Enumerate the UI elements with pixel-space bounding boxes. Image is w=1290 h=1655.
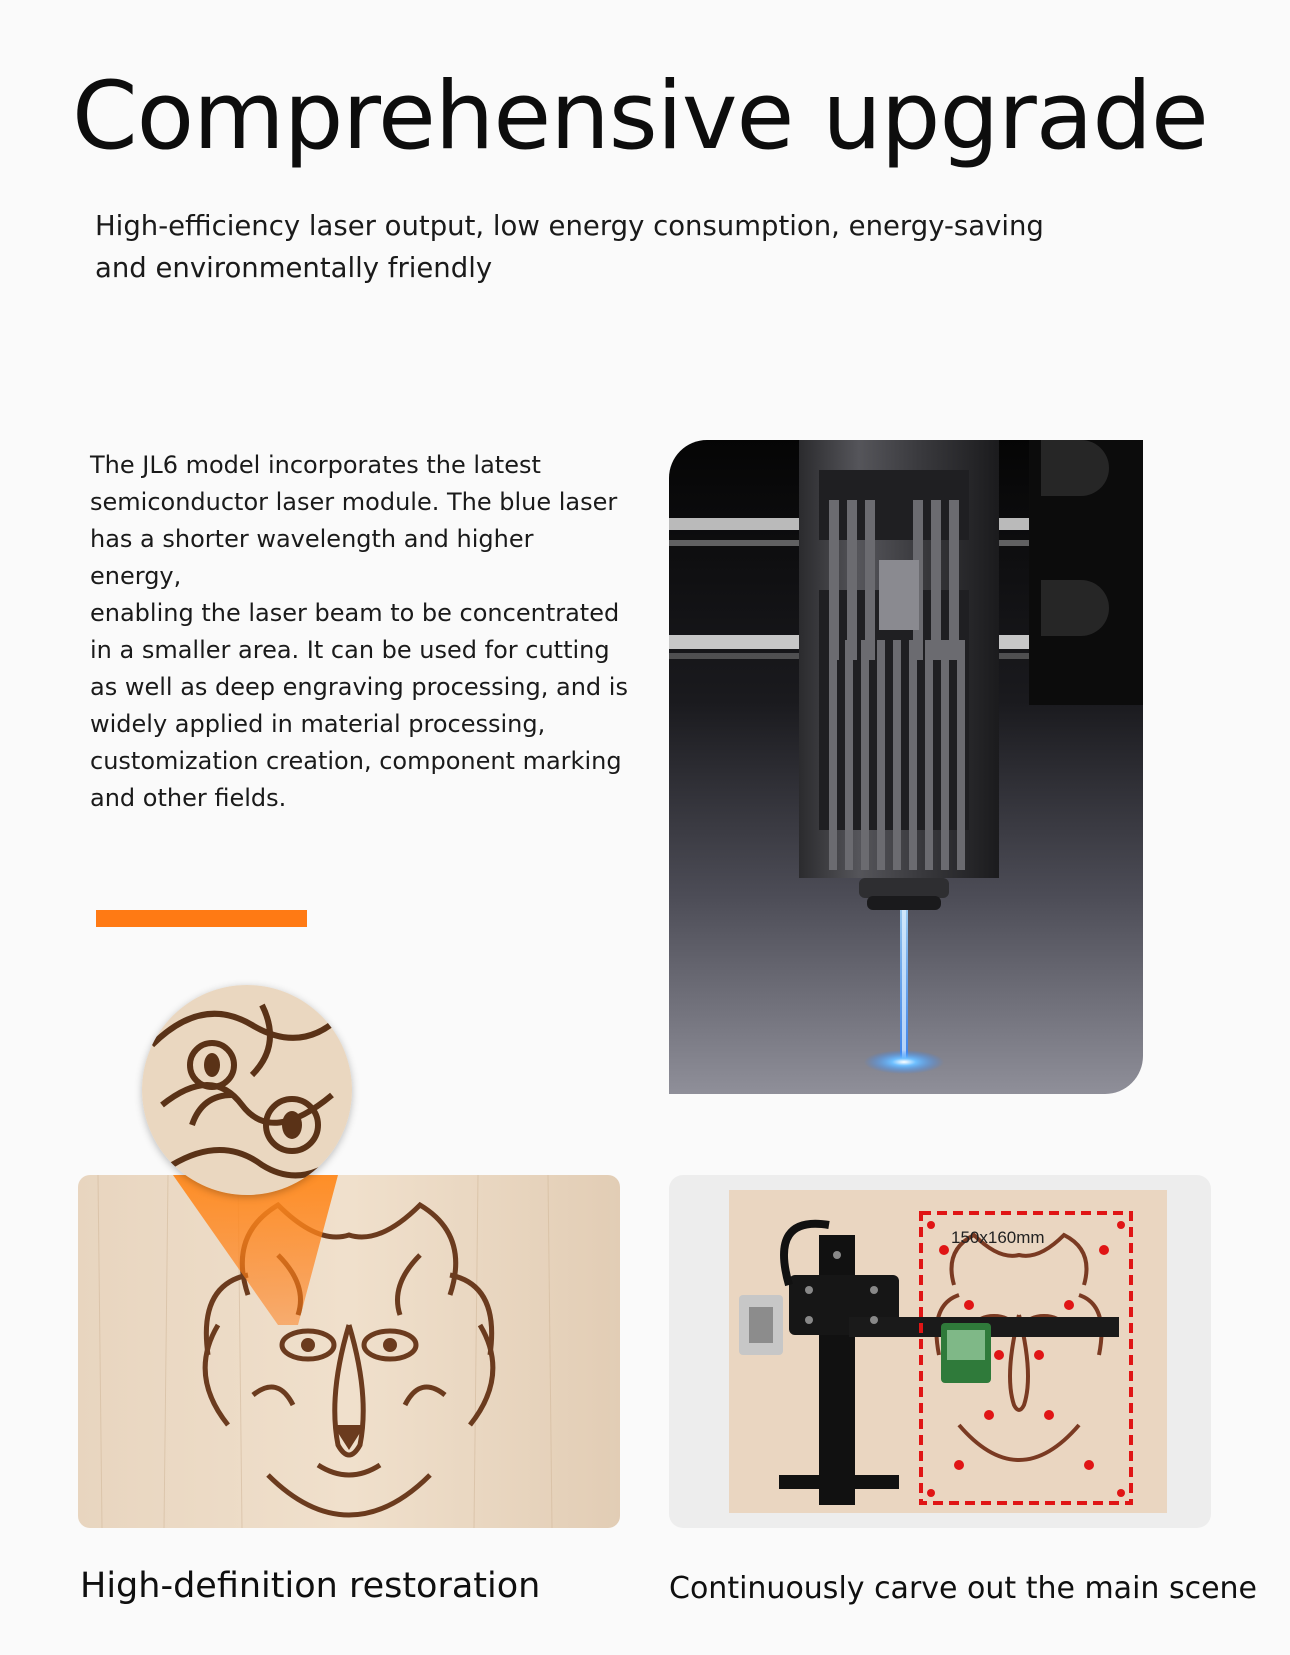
caption-high-definition: High-definition restoration [80, 1566, 541, 1606]
work-area-size-label: 150x160mm [951, 1228, 1045, 1247]
engraving-result-image [78, 1175, 620, 1528]
accent-bar [96, 910, 307, 927]
page-subtitle: High-efficiency laser output, low energy consumption, energy-saving and environmentally friendly [95, 210, 1044, 284]
work-area-image [669, 1175, 1211, 1528]
product-description: The JL6 model incorporates the latest semiconductor laser module. The blue laser has a shorter wavelength and higher energy, enabling the laser beam to be concentrated in a smaller area. It can be used for cutting as well as deep engraving processing, and is widely applied in material processing, customization creation, component marking and other fields. [90, 451, 628, 812]
laser-module-image [669, 440, 1143, 1094]
caption-continuous-carving: Continuously carve out the main scene [669, 1571, 1258, 1606]
engraving-detail-zoom [142, 985, 352, 1195]
page-title: Comprehensive upgrade [72, 62, 1208, 171]
